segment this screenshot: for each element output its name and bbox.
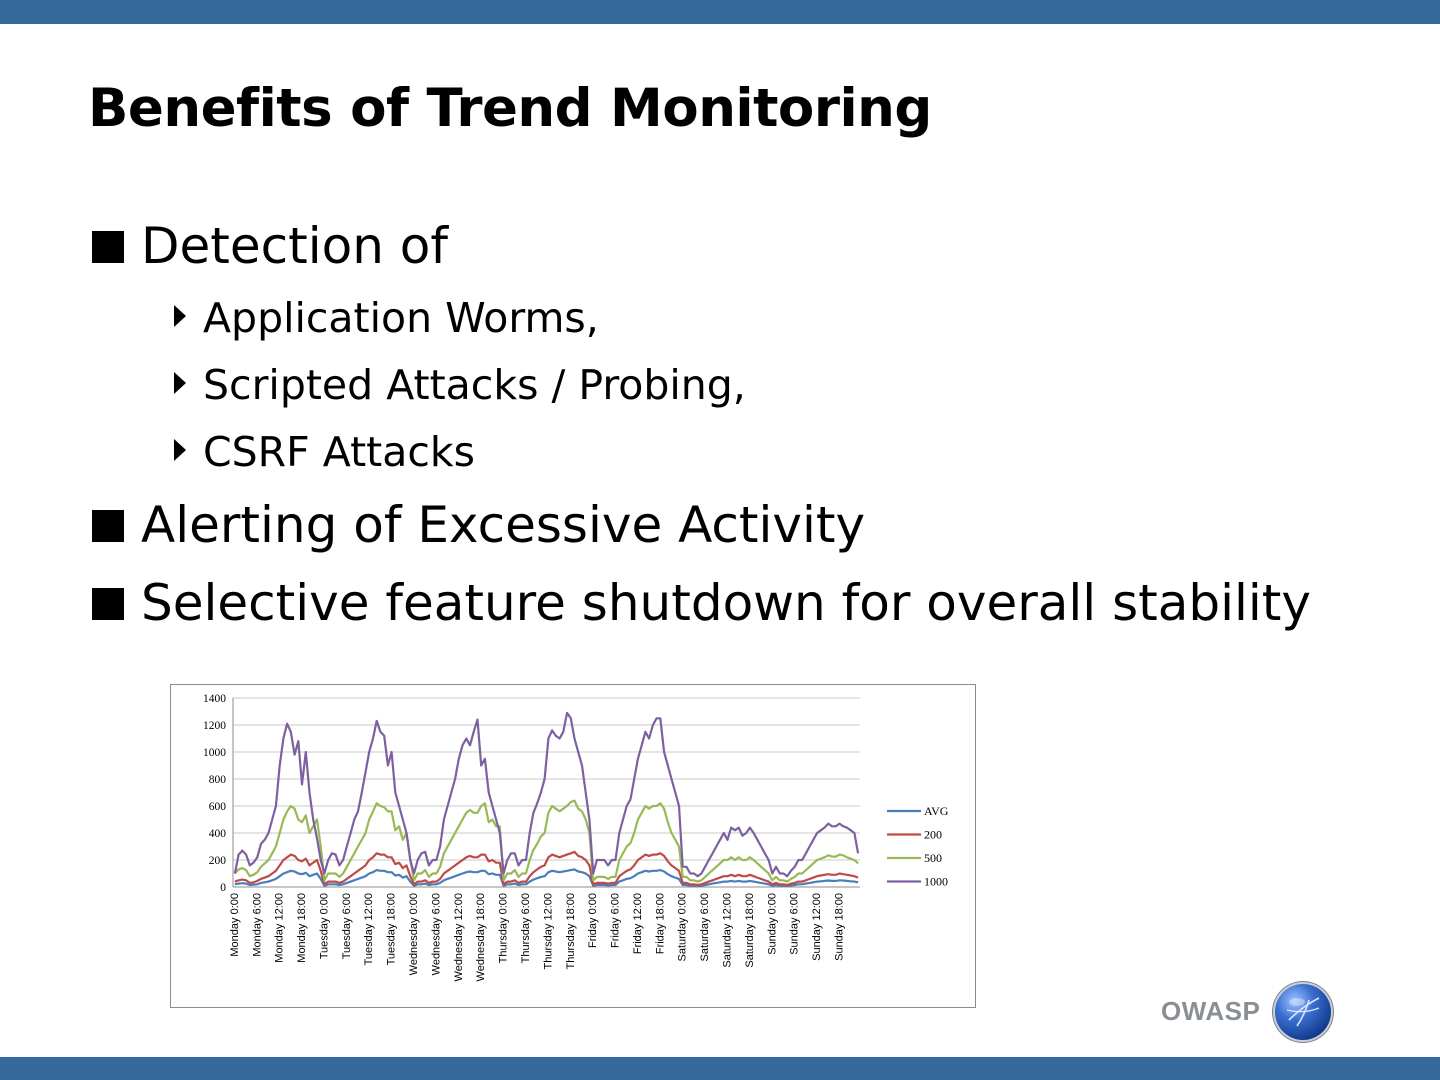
x-tick-label: Sunday 18:00 bbox=[833, 893, 846, 961]
x-tick-label: Wednesday 18:00 bbox=[475, 893, 488, 982]
x-tick-label: Sunday 12:00 bbox=[811, 893, 824, 961]
bullet-text: Selective feature shutdown for overall stability bbox=[141, 574, 1311, 632]
y-tick-label: 400 bbox=[208, 828, 226, 840]
x-tick-label: Thursday 12:00 bbox=[542, 893, 555, 970]
x-tick-label: Tuesday 6:00 bbox=[340, 893, 353, 960]
owasp-globe-icon bbox=[1275, 984, 1331, 1040]
x-tick-label: Friday 18:00 bbox=[654, 893, 667, 955]
x-tick-label: Saturday 12:00 bbox=[721, 893, 734, 968]
series-line-500 bbox=[235, 801, 858, 882]
chart-canvas bbox=[171, 685, 975, 1007]
owasp-logo-text: OWASP bbox=[1161, 996, 1261, 1026]
square-bullet-icon bbox=[92, 231, 124, 263]
triangle-bullet-icon bbox=[174, 372, 186, 394]
x-tick-label: Wednesday 6:00 bbox=[430, 893, 443, 976]
series-line-200 bbox=[235, 852, 858, 885]
sub-bullet-text: Application Worms, bbox=[203, 294, 599, 342]
x-tick-label: Monday 0:00 bbox=[228, 893, 241, 957]
x-tick-label: Saturday 18:00 bbox=[743, 893, 756, 968]
legend-label: AVG bbox=[924, 804, 949, 818]
legend-label: 500 bbox=[924, 851, 942, 865]
series-line-AVG bbox=[235, 869, 858, 886]
x-tick-label: Wednesday 12:00 bbox=[452, 893, 465, 982]
bottom-accent-bar bbox=[0, 1057, 1440, 1080]
y-tick-label: 800 bbox=[208, 774, 226, 786]
legend-label: 1000 bbox=[924, 874, 948, 889]
square-bullet-icon bbox=[92, 588, 124, 620]
sub-bullet-text: CSRF Attacks bbox=[203, 428, 476, 476]
x-tick-label: Thursday 0:00 bbox=[497, 893, 510, 964]
triangle-bullet-icon bbox=[174, 439, 186, 461]
x-tick-label: Tuesday 12:00 bbox=[363, 893, 376, 966]
bullet-text: Detection of bbox=[141, 217, 448, 275]
legend-label: 200 bbox=[924, 827, 942, 842]
y-tick-label: 1200 bbox=[203, 720, 226, 732]
y-tick-label: 1400 bbox=[203, 693, 226, 705]
x-tick-label: Thursday 18:00 bbox=[564, 893, 577, 970]
square-bullet-icon bbox=[92, 510, 124, 542]
x-tick-label: Sunday 0:00 bbox=[766, 893, 779, 955]
x-tick-label: Friday 12:00 bbox=[631, 893, 644, 955]
y-tick-label: 600 bbox=[208, 801, 226, 813]
x-tick-label: Thursday 6:00 bbox=[519, 893, 532, 964]
x-tick-label: Tuesday 0:00 bbox=[318, 893, 331, 960]
sub-bullet-text: Scripted Attacks / Probing, bbox=[203, 361, 746, 409]
top-accent-bar bbox=[0, 0, 1440, 24]
x-tick-label: Wednesday 0:00 bbox=[408, 893, 421, 976]
x-tick-label: Saturday 0:00 bbox=[676, 893, 689, 962]
x-tick-label: Monday 6:00 bbox=[251, 893, 264, 957]
slide-title: Benefits of Trend Monitoring bbox=[88, 78, 932, 139]
x-tick-label: Sunday 6:00 bbox=[788, 893, 801, 955]
x-tick-label: Friday 0:00 bbox=[587, 893, 600, 949]
x-tick-label: Friday 6:00 bbox=[609, 893, 622, 949]
x-tick-label: Monday 12:00 bbox=[273, 893, 286, 963]
series-line-1000 bbox=[235, 713, 858, 876]
trend-chart bbox=[170, 684, 976, 1008]
bullet-text: Alerting of Excessive Activity bbox=[141, 496, 866, 554]
y-tick-label: 200 bbox=[208, 855, 226, 867]
x-tick-label: Tuesday 18:00 bbox=[385, 893, 398, 966]
y-tick-label: 0 bbox=[220, 882, 226, 894]
x-tick-label: Monday 18:00 bbox=[296, 893, 309, 963]
triangle-bullet-icon bbox=[174, 305, 186, 327]
y-tick-label: 1000 bbox=[203, 747, 226, 759]
x-tick-label: Saturday 6:00 bbox=[699, 893, 712, 962]
